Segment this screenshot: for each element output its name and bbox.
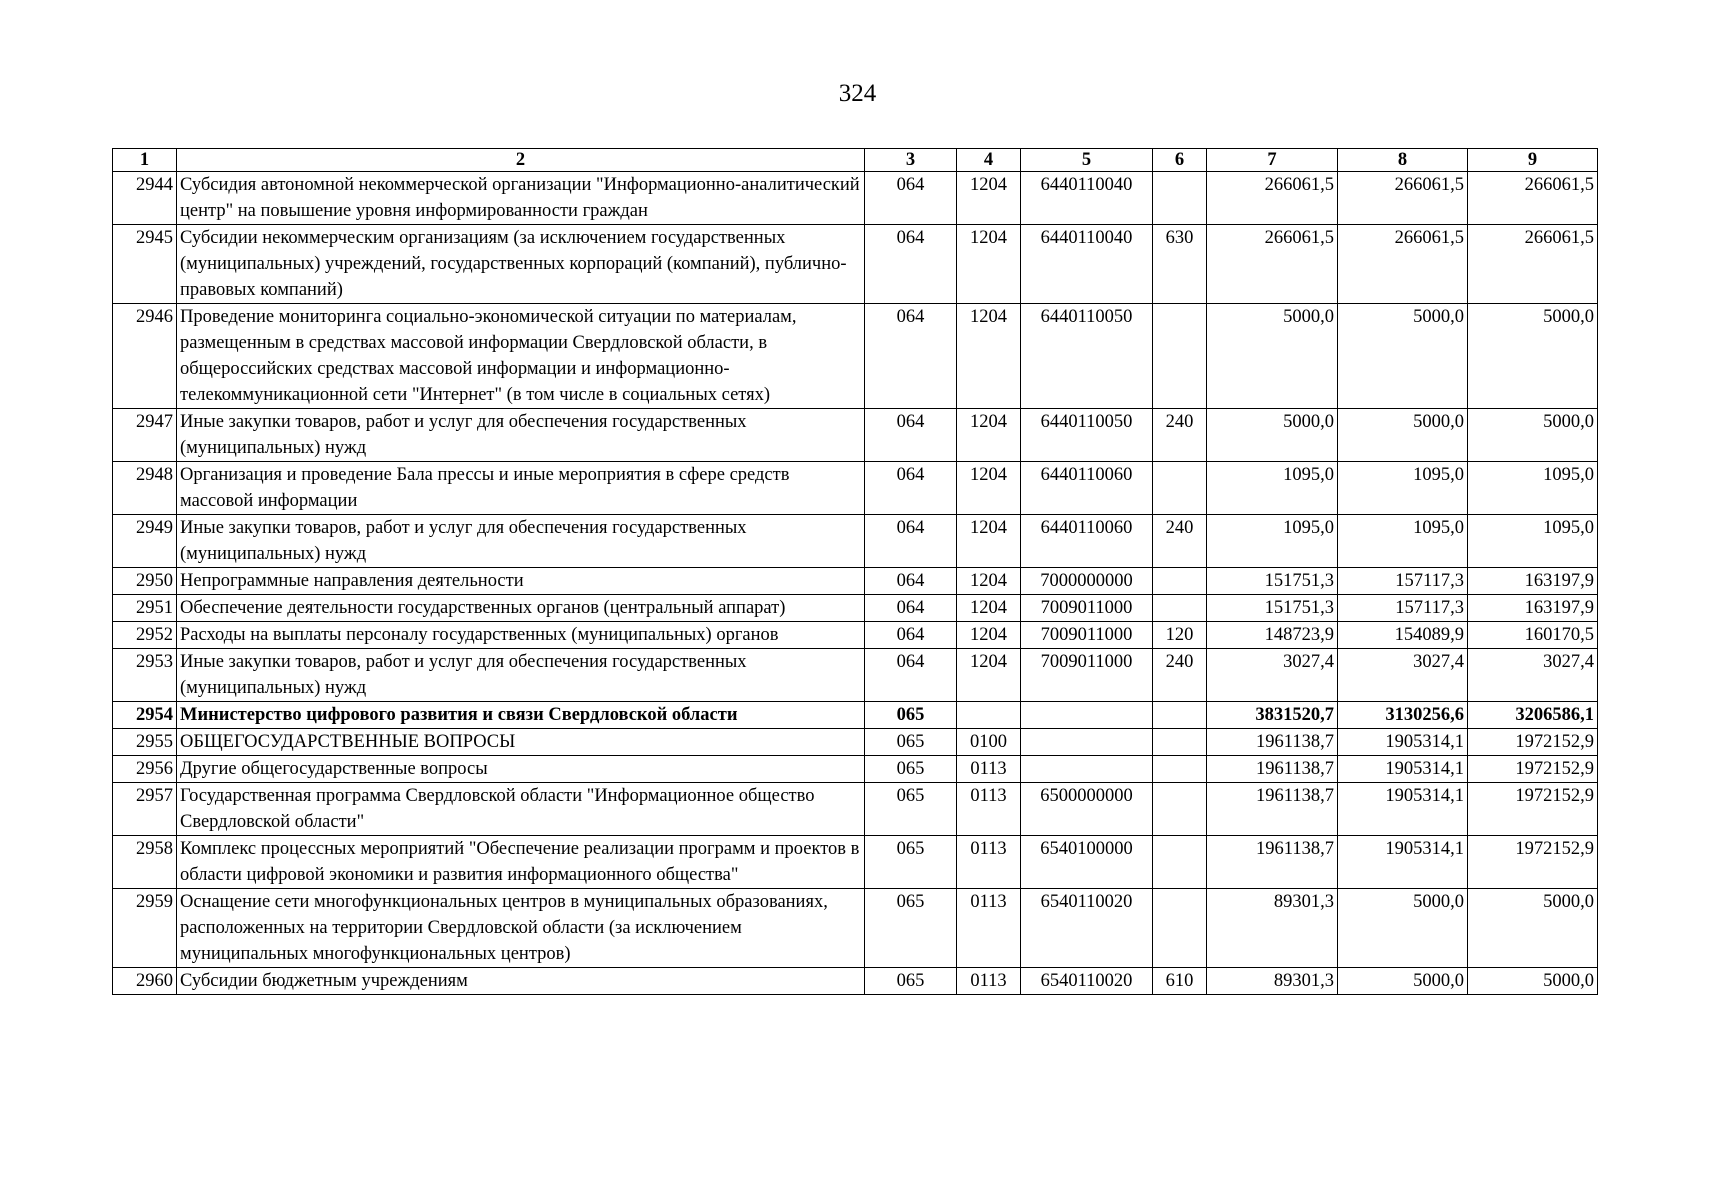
table-row — [113, 968, 1598, 995]
row-number: 2951 — [113, 595, 177, 622]
row-value-9: 1972152,9 — [1468, 783, 1598, 836]
row-col4: 0113 — [957, 756, 1021, 783]
row-col6 — [1153, 756, 1207, 783]
row-number: 2957 — [113, 783, 177, 836]
row-name: Непрограммные направления деятельности — [177, 568, 865, 595]
row-number: 2953 — [113, 649, 177, 702]
row-name: Иные закупки товаров, работ и услуг для обеспечения государственных (муниципальных) нужд — [177, 515, 865, 568]
row-name: Другие общегосударственные вопросы — [177, 756, 865, 783]
row-col3: 064 — [865, 649, 957, 702]
page-number: 324 — [838, 80, 877, 107]
row-number: 2955 — [113, 729, 177, 756]
row-value-9: 1972152,9 — [1468, 729, 1598, 756]
row-value-8: 157117,3 — [1338, 595, 1468, 622]
row-number: 2956 — [113, 756, 177, 783]
row-col3: 064 — [865, 568, 957, 595]
row-col5: 6440110050 — [1021, 304, 1153, 409]
row-name: Проведение мониторинга социально-экономической ситуации по материалам, размещенным в средствах массовой информации Свердловской области, в общероссийских средствах массовой информации и информационно-телекоммуникационной сети "Интернет" (в том числе в социальных сетях) — [177, 304, 865, 409]
row-value-7: 1961138,7 — [1207, 783, 1338, 836]
table-row — [113, 702, 1598, 729]
row-value-8: 3027,4 — [1338, 649, 1468, 702]
row-col6: 240 — [1153, 649, 1207, 702]
row-value-9: 3206586,1 — [1468, 702, 1598, 729]
row-value-9: 1972152,9 — [1468, 836, 1598, 889]
row-col5: 7000000000 — [1021, 568, 1153, 595]
table-body — [113, 172, 1598, 995]
table-row — [113, 462, 1598, 515]
row-value-8: 154089,9 — [1338, 622, 1468, 649]
row-col3: 064 — [865, 225, 957, 304]
row-value-9: 3027,4 — [1468, 649, 1598, 702]
row-col5: 7009011000 — [1021, 649, 1153, 702]
row-col4: 1204 — [957, 304, 1021, 409]
column-header-1: 1 — [113, 149, 177, 172]
row-col4: 0113 — [957, 889, 1021, 968]
row-value-7: 5000,0 — [1207, 409, 1338, 462]
column-header-7: 7 — [1207, 149, 1338, 172]
row-value-8: 3130256,6 — [1338, 702, 1468, 729]
column-header-2: 2 — [177, 149, 865, 172]
row-col6 — [1153, 702, 1207, 729]
row-name: Министерство цифрового развития и связи Свердловской области — [177, 702, 865, 729]
table-row — [113, 409, 1598, 462]
row-col4: 0113 — [957, 783, 1021, 836]
row-col6 — [1153, 172, 1207, 225]
row-name: Иные закупки товаров, работ и услуг для обеспечения государственных (муниципальных) нужд — [177, 409, 865, 462]
row-value-9: 1972152,9 — [1468, 756, 1598, 783]
row-col4: 1204 — [957, 225, 1021, 304]
row-col6: 240 — [1153, 409, 1207, 462]
row-number: 2960 — [113, 968, 177, 995]
table-row — [113, 515, 1598, 568]
row-col5: 6440110040 — [1021, 225, 1153, 304]
row-col3: 065 — [865, 756, 957, 783]
row-col5: 7009011000 — [1021, 622, 1153, 649]
row-col3: 065 — [865, 836, 957, 889]
row-value-9: 163197,9 — [1468, 568, 1598, 595]
row-value-7: 5000,0 — [1207, 304, 1338, 409]
row-name: Субсидия автономной некоммерческой организации "Информационно-аналитический центр" на повышение уровня информированности граждан — [177, 172, 865, 225]
row-col4: 1204 — [957, 568, 1021, 595]
row-value-8: 266061,5 — [1338, 172, 1468, 225]
row-col6 — [1153, 304, 1207, 409]
row-name: Иные закупки товаров, работ и услуг для обеспечения государственных (муниципальных) нужд — [177, 649, 865, 702]
row-col5: 6440110050 — [1021, 409, 1153, 462]
row-col6: 610 — [1153, 968, 1207, 995]
row-value-8: 157117,3 — [1338, 568, 1468, 595]
row-number: 2954 — [113, 702, 177, 729]
row-value-7: 151751,3 — [1207, 595, 1338, 622]
row-col6: 120 — [1153, 622, 1207, 649]
row-col4: 0113 — [957, 968, 1021, 995]
row-value-9: 163197,9 — [1468, 595, 1598, 622]
row-col3: 064 — [865, 622, 957, 649]
row-value-9: 266061,5 — [1468, 225, 1598, 304]
table-row — [113, 649, 1598, 702]
row-col3: 064 — [865, 515, 957, 568]
row-name: Оснащение сети многофункциональных центров в муниципальных образованиях, расположенных на территории Свердловской области (за исключением муниципальных многофункциональных центров) — [177, 889, 865, 968]
row-name: Обеспечение деятельности государственных органов (центральный аппарат) — [177, 595, 865, 622]
table-row — [113, 756, 1598, 783]
row-number: 2945 — [113, 225, 177, 304]
row-name: Расходы на выплаты персоналу государственных (муниципальных) органов — [177, 622, 865, 649]
row-col6 — [1153, 889, 1207, 968]
row-col4: 1204 — [957, 515, 1021, 568]
row-value-9: 5000,0 — [1468, 304, 1598, 409]
row-col6 — [1153, 836, 1207, 889]
table-row — [113, 729, 1598, 756]
row-value-7: 1961138,7 — [1207, 756, 1338, 783]
table-row — [113, 889, 1598, 968]
row-col3: 065 — [865, 968, 957, 995]
row-col5: 6500000000 — [1021, 783, 1153, 836]
row-value-9: 1095,0 — [1468, 462, 1598, 515]
row-value-7: 89301,3 — [1207, 889, 1338, 968]
table-row — [113, 622, 1598, 649]
row-number: 2946 — [113, 304, 177, 409]
row-col4 — [957, 702, 1021, 729]
row-col3: 064 — [865, 304, 957, 409]
row-number: 2959 — [113, 889, 177, 968]
row-value-8: 1905314,1 — [1338, 756, 1468, 783]
column-header-3: 3 — [865, 149, 957, 172]
row-value-8: 5000,0 — [1338, 304, 1468, 409]
budget-table — [112, 148, 1598, 995]
row-col4: 1204 — [957, 172, 1021, 225]
table-row — [113, 836, 1598, 889]
row-value-8: 1095,0 — [1338, 462, 1468, 515]
row-number: 2958 — [113, 836, 177, 889]
row-col5: 6540110020 — [1021, 889, 1153, 968]
row-col5 — [1021, 756, 1153, 783]
row-col4: 0113 — [957, 836, 1021, 889]
row-number: 2947 — [113, 409, 177, 462]
row-value-7: 1961138,7 — [1207, 836, 1338, 889]
row-col3: 064 — [865, 172, 957, 225]
column-header-4: 4 — [957, 149, 1021, 172]
row-name: Субсидии некоммерческим организациям (за исключением государственных (муниципальных) учреждений, государственных корпораций (компаний), публично-правовых компаний) — [177, 225, 865, 304]
row-col5: 6440110060 — [1021, 462, 1153, 515]
row-value-7: 1095,0 — [1207, 515, 1338, 568]
row-col3: 064 — [865, 409, 957, 462]
row-name: ОБЩЕГОСУДАРСТВЕННЫЕ ВОПРОСЫ — [177, 729, 865, 756]
row-value-8: 266061,5 — [1338, 225, 1468, 304]
table-row — [113, 568, 1598, 595]
row-col4: 1204 — [957, 462, 1021, 515]
row-number: 2948 — [113, 462, 177, 515]
row-value-7: 1095,0 — [1207, 462, 1338, 515]
table-row — [113, 304, 1598, 409]
row-value-9: 5000,0 — [1468, 409, 1598, 462]
column-header-9: 9 — [1468, 149, 1598, 172]
row-col6 — [1153, 783, 1207, 836]
row-name: Государственная программа Свердловской области "Информационное общество Свердловской области" — [177, 783, 865, 836]
row-col3: 064 — [865, 595, 957, 622]
row-col6: 630 — [1153, 225, 1207, 304]
row-col5: 6440110060 — [1021, 515, 1153, 568]
row-value-8: 5000,0 — [1338, 968, 1468, 995]
row-value-7: 266061,5 — [1207, 225, 1338, 304]
row-number: 2952 — [113, 622, 177, 649]
row-number: 2949 — [113, 515, 177, 568]
row-col4: 1204 — [957, 409, 1021, 462]
row-value-7: 3027,4 — [1207, 649, 1338, 702]
row-col6 — [1153, 462, 1207, 515]
row-col6: 240 — [1153, 515, 1207, 568]
row-name: Организация и проведение Бала прессы и иные мероприятия в сфере средств массовой информации — [177, 462, 865, 515]
table-row — [113, 225, 1598, 304]
row-name: Субсидии бюджетным учреждениям — [177, 968, 865, 995]
table-row — [113, 783, 1598, 836]
row-col5: 6540100000 — [1021, 836, 1153, 889]
row-value-8: 5000,0 — [1338, 409, 1468, 462]
row-number: 2944 — [113, 172, 177, 225]
row-name: Комплекс процессных мероприятий "Обеспечение реализации программ и проектов в области цифровой экономики и развития информационного общества" — [177, 836, 865, 889]
row-value-9: 5000,0 — [1468, 889, 1598, 968]
row-value-9: 1095,0 — [1468, 515, 1598, 568]
column-header-5: 5 — [1021, 149, 1153, 172]
row-value-8: 1095,0 — [1338, 515, 1468, 568]
row-col3: 065 — [865, 783, 957, 836]
row-col4: 1204 — [957, 622, 1021, 649]
row-value-8: 1905314,1 — [1338, 783, 1468, 836]
row-col5: 6540110020 — [1021, 968, 1153, 995]
row-value-9: 266061,5 — [1468, 172, 1598, 225]
row-value-7: 3831520,7 — [1207, 702, 1338, 729]
row-value-9: 160170,5 — [1468, 622, 1598, 649]
row-col6 — [1153, 729, 1207, 756]
row-col5: 7009011000 — [1021, 595, 1153, 622]
row-value-7: 148723,9 — [1207, 622, 1338, 649]
row-col4: 1204 — [957, 649, 1021, 702]
table-row — [113, 172, 1598, 225]
column-header-8: 8 — [1338, 149, 1468, 172]
row-value-7: 151751,3 — [1207, 568, 1338, 595]
row-col5: 6440110040 — [1021, 172, 1153, 225]
row-col3: 065 — [865, 702, 957, 729]
row-col3: 065 — [865, 729, 957, 756]
table-row — [113, 595, 1598, 622]
header-row — [113, 149, 1598, 172]
row-value-7: 266061,5 — [1207, 172, 1338, 225]
row-value-7: 89301,3 — [1207, 968, 1338, 995]
row-col5 — [1021, 729, 1153, 756]
row-col6 — [1153, 595, 1207, 622]
row-value-8: 5000,0 — [1338, 889, 1468, 968]
row-number: 2950 — [113, 568, 177, 595]
column-header-6: 6 — [1153, 149, 1207, 172]
row-value-8: 1905314,1 — [1338, 729, 1468, 756]
row-value-9: 5000,0 — [1468, 968, 1598, 995]
row-value-7: 1961138,7 — [1207, 729, 1338, 756]
row-col6 — [1153, 568, 1207, 595]
row-col4: 1204 — [957, 595, 1021, 622]
row-value-8: 1905314,1 — [1338, 836, 1468, 889]
row-col3: 064 — [865, 462, 957, 515]
row-col5 — [1021, 702, 1153, 729]
row-col3: 065 — [865, 889, 957, 968]
row-col4: 0100 — [957, 729, 1021, 756]
